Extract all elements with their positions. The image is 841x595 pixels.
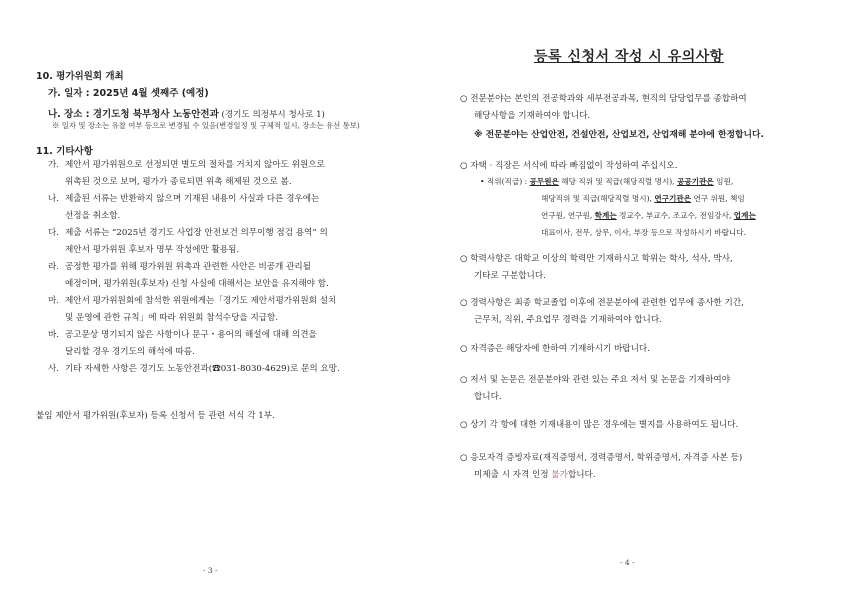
list-item: 사. 기타 자세한 사항은 경기도 노동안전과(☎031-8030-4629)로 문의 요망. <box>48 364 340 374</box>
notice-6-line-2: 합니다. <box>474 392 502 402</box>
notice-4-line-2: 근무처, 직위, 주요업무 경력을 기재하여야 합니다. <box>474 315 662 325</box>
notice-4-line-1: ○ 경력사항은 최종 학교졸업 이후에 전문분야에 관련한 업무에 종사한 기간, <box>460 298 744 308</box>
notice-8-line-1: ○ 응모자격 증빙자료(재직증명서, 경력증명서, 학위증명서, 자격증 사본 등) <box>460 453 743 463</box>
notice-7-line-1: ○ 상기 각 항에 대한 기재내용이 많은 경우에는 별지를 사용하여도 됩니다. <box>460 420 739 430</box>
notice-1-line-1: ○ 전문분야는 본인의 전공학과와 세부전공과목, 현직의 담당업무를 종합하여 <box>460 94 747 104</box>
notice-2-sub-1: • 직위(직급) : 공무원은 해당 직위 및 직급(해당직렬 명시), 공공기관은 임원, <box>480 177 734 186</box>
section-10-date: 가. 일자 : 2025년 4월 셋째주 (예정) <box>48 88 209 99</box>
notice-3-line-2: 기타로 구분합니다. <box>474 271 546 281</box>
notice-1-remark: ※ 전문분야는 산업안전, 건설안전, 산업보건, 산업재해 분야에 한정합니다. <box>474 130 764 140</box>
list-item: 나. 제출된 서류는 반환하지 않으며 기재된 내용이 사실과 다른 경우에는 선정을 취소함. <box>48 194 320 221</box>
place-bold: 나. 장소 : 경기도청 북부청사 노동안전과 <box>48 109 219 120</box>
list-item: 바. 공고문상 명기되지 않은 사항이나 문구・용어의 해설에 대해 의견을 달리할 경우 경기도의 해석에 따름. <box>48 330 317 357</box>
page-number: - 4 - <box>620 558 635 567</box>
notice-3-line-1: ○ 학력사항은 대학교 이상의 학력만 기재하시고 학위는 학사, 석사, 박사, <box>460 254 733 264</box>
notice-6-line-1: ○ 저서 및 논문은 전문분야와 관련 있는 주요 저서 및 논문을 기재하여야 <box>460 375 730 385</box>
list-item: 다. 제출 서류는 “2025년 경기도 사업장 안전보건 의무이행 점검 용역” 의 제안서 평가위원 후보자 명부 작성에만 활용됨. <box>48 228 328 255</box>
page-3 <box>0 0 420 595</box>
section-10-note: ※ 일자 및 장소는 유찰 여부 등으로 변경될 수 있음(변경일정 및 구체적 일시, 장소는 유선 통보) <box>52 121 360 130</box>
page-number: - 3 - <box>203 566 218 575</box>
section-11-heading: 11. 기타사항 <box>36 146 93 157</box>
section-11-list <box>48 158 408 382</box>
list-item: 가. 제안서 평가위원으로 선정되면 별도의 절차를 거치지 않아도 위원으로 위촉된 것으로 보며, 평가가 종료되면 위촉 해제된 것으로 봄. <box>48 160 325 187</box>
place-plain: (경기도 의정부시 청사로 1) <box>218 110 325 120</box>
notice-2-line-1: ○ 자택 · 직장은 서식에 따라 빠짐없이 작성하여 주십시오. <box>460 161 678 171</box>
notice-8-line-2: 미제출 시 자격 인정 불가합니다. <box>474 470 596 480</box>
notice-1-line-2: 해당사항을 기재하여야 합니다. <box>474 111 591 121</box>
section-10-place <box>48 102 325 122</box>
list-item: 라. 공정한 평가를 위해 평가위원 위촉과 관련한 사안은 비공개 관리될 예정이며, 평가위원(후보자) 신청 사실에 대해서는 보안을 유지해야 함. <box>48 262 329 289</box>
list-item: 마. 제안서 평가위원회에 참석한 위원에게는「경기도 제안서평가위원회 설치 및 운영에 관한 규칙」에 따라 위원회 참석수당을 지급함. <box>48 296 337 323</box>
notice-2-sub-3: 연구원, 연구원, 학계는 정교수, 부교수, 조교수, 전임강사, 업계는 <box>541 211 756 220</box>
notice-2-sub-4: 대표이사, 전무, 상무, 이사, 부장 등으로 작성하시기 바랍니다. <box>541 228 747 237</box>
notice-5-line-1: ○ 자격증은 해당자에 한하여 기재하시기 바랍니다. <box>460 344 650 354</box>
page-4 <box>420 0 841 595</box>
attachment-line: 붙임 제안서 평가위원(후보자) 등록 신청서 등 관련 서식 각 1부. <box>36 411 275 421</box>
page-title: 등록 신청서 작성 시 유의사항 <box>534 49 724 65</box>
emphasis-red: 불가 <box>551 470 568 480</box>
section-10-heading: 10. 평가위원회 개최 <box>36 71 124 82</box>
notice-2-sub-2: 해당직위 및 직급(해당직렬 명시), 연구기관은 연구 위원, 책임 <box>541 194 745 203</box>
